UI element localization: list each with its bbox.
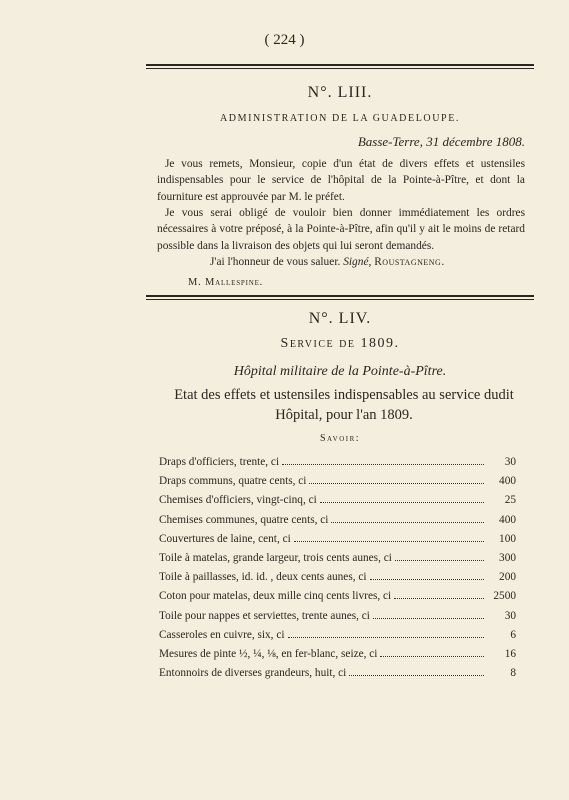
letter-liii-paragraph-2: Je vous serai obligé de vouloir bien donner immédiatement les ordres nécessaires à votre préposé, à la Pointe-à-Pître, afin qu'il y ait le moins de retard possible dans la livraison des objets qui lui seront demandés. xyxy=(157,207,525,252)
item-value: 400 xyxy=(499,513,516,526)
inventory-item xyxy=(159,648,516,667)
letter-liii-addressee: M. Mallespine. xyxy=(188,277,264,288)
item-label: Casseroles en cuivre, six, ci xyxy=(159,628,285,641)
closing-text: J'ai l'honneur de vous saluer. xyxy=(210,256,341,268)
inventory-item xyxy=(159,667,516,686)
item-label: Toile à paillasses, id. id. , deux cents aunes, ci xyxy=(159,571,367,584)
item-label: Draps d'officiers, trente, ci xyxy=(159,456,280,468)
leader-dots xyxy=(320,502,484,503)
item-value: 2500 xyxy=(493,590,516,603)
inventory-item xyxy=(159,494,516,513)
item-label: Chemises d'officiers, vingt-cinq, ci xyxy=(159,494,317,507)
top-rule-thick xyxy=(146,64,534,66)
leader-dots xyxy=(288,637,485,638)
item-value: 6 xyxy=(510,628,516,641)
letter-liii-dateline: Basse-Terre, 31 décembre 1808. xyxy=(357,134,525,149)
item-value: 200 xyxy=(499,571,516,584)
item-label: Couvertures de laine, cent, ci xyxy=(159,532,291,545)
leader-dots xyxy=(380,656,484,657)
inventory-item xyxy=(159,475,516,494)
letter-liv-hospital: Hôpital militaire de la Pointe-à-Pître. xyxy=(233,364,447,379)
item-label: Chemises communes, quatre cents, ci xyxy=(159,513,329,526)
inventory-item xyxy=(159,456,516,475)
inventory-item xyxy=(159,533,516,552)
leader-dots xyxy=(394,598,484,599)
signe-label: Signé, xyxy=(343,256,372,268)
inventory-item xyxy=(159,590,516,609)
page-number: ( 224 ) xyxy=(264,32,305,48)
leader-dots xyxy=(370,579,484,580)
letter-liv-etat-title: Etat des effets et ustensiles indispensables au service dudit Hôpital, pour l'an 1809. xyxy=(174,387,514,423)
signatory: Roustagneng. xyxy=(374,256,445,268)
item-value: 8 xyxy=(510,667,516,680)
inventory-item xyxy=(159,629,516,648)
letter-liii-paragraph-1: Je vous remets, Monsieur, copie d'un état de divers effets et ustensiles indispensables pour le service de l'hôpital de la Pointe-à-Pître, et dont la fourniture est approuvée par M. le préfet. xyxy=(157,158,525,203)
item-value: 30 xyxy=(504,456,516,468)
letter-liii-closing xyxy=(210,256,530,268)
item-label: Draps communs, quatre cents, ci xyxy=(159,475,307,488)
inventory-item xyxy=(159,552,516,571)
item-value: 30 xyxy=(504,609,516,622)
leader-dots xyxy=(373,618,484,619)
item-value: 25 xyxy=(504,494,516,507)
item-value: 400 xyxy=(499,475,516,488)
letter-liv-number: N°. LIV. xyxy=(308,310,372,327)
middle-rule-thin xyxy=(146,299,534,300)
letter-liii-subtitle: ADMINISTRATION DE LA GUADELOUPE. xyxy=(219,113,461,124)
leader-dots xyxy=(309,483,484,484)
leader-dots xyxy=(294,541,484,542)
letter-liv-service: Service de 1809. xyxy=(280,336,400,351)
inventory-item xyxy=(159,514,516,533)
leader-dots xyxy=(349,675,484,676)
letter-liv-savoir: Savoir: xyxy=(319,433,361,444)
item-label: Toile à matelas, grande largeur, trois cents aunes, ci xyxy=(159,551,392,564)
leader-dots xyxy=(395,560,484,561)
middle-rule-thick xyxy=(146,295,534,297)
item-value: 300 xyxy=(499,551,516,564)
item-label: Coton pour matelas, deux mille cinq cents livres, ci xyxy=(159,590,392,603)
item-value: 100 xyxy=(499,532,516,545)
leader-dots xyxy=(331,522,484,523)
item-value: 16 xyxy=(504,647,516,660)
item-label: Mesures de pinte ½, ¼, ⅛, en fer-blanc, seize, ci xyxy=(159,647,378,660)
leader-dots xyxy=(282,464,484,465)
item-label: Entonnoirs de diverses grandeurs, huit, ci xyxy=(159,667,347,680)
inventory-item xyxy=(159,610,516,629)
inventory-list xyxy=(159,456,516,686)
letter-liii-number: N°. LIII. xyxy=(307,84,373,101)
item-label: Toile pour nappes et serviettes, trente aunes, ci xyxy=(159,609,370,622)
top-rule-thin xyxy=(146,68,534,69)
inventory-item xyxy=(159,571,516,590)
